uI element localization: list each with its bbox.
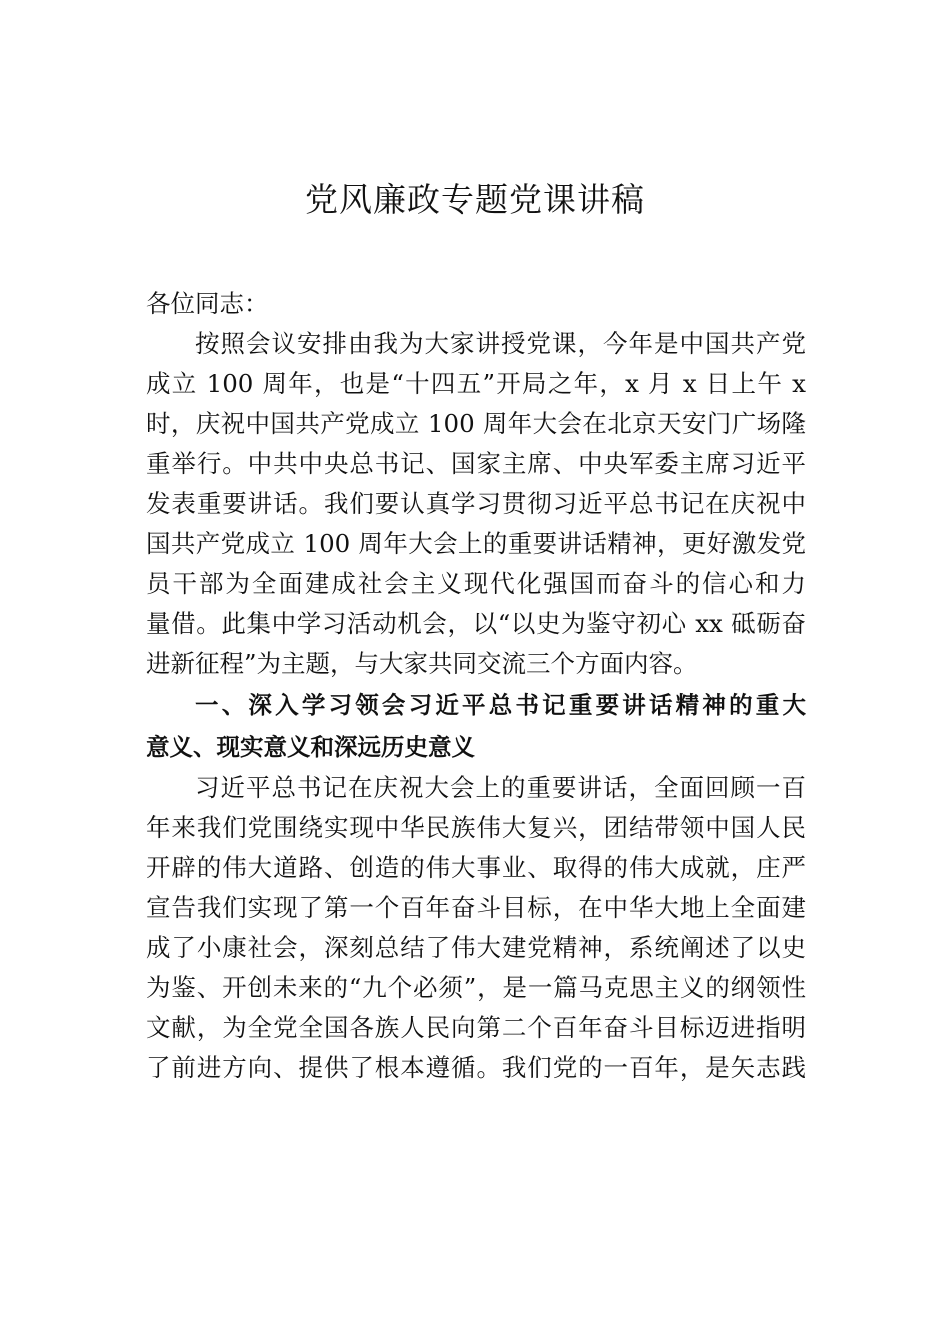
paragraph-line: 年来我们党围绕实现中华民族伟大复兴，团结带领中国人民 bbox=[146, 813, 806, 842]
paragraph-line: 成立 100 周年，也是“十四五”开局之年，x 月 x 日上午 x bbox=[146, 369, 806, 398]
paragraph-line: 国共产党成立 100 周年大会上的重要讲话精神，更好激发党 bbox=[146, 529, 806, 558]
heading-line: 意义、现实意义和深远历史意义 bbox=[146, 733, 475, 761]
paragraph-line: 宣告我们实现了第一个百年奋斗目标，在中华大地上全面建 bbox=[146, 893, 806, 922]
paragraph-line: 重举行。中共中央总书记、国家主席、中央军委主席习近平 bbox=[146, 449, 806, 478]
paragraph-line: 发表重要讲话。我们要认真学习贯彻习近平总书记在庆祝中 bbox=[146, 489, 806, 518]
paragraph-line: 文献，为全党全国各族人民向第二个百年奋斗目标迈进指明 bbox=[146, 1013, 806, 1042]
paragraph-line: 员干部为全面建成社会主义现代化强国而奋斗的信心和力 bbox=[146, 569, 806, 598]
paragraph-line: 量借。此集中学习活动机会，以“以史为鉴守初心 xx 砥砺奋 bbox=[146, 609, 806, 638]
paragraph-line: 为鉴、开创未来的“九个必须”，是一篇马克思主义的纲领性 bbox=[146, 973, 806, 1002]
section-heading-1 bbox=[146, 684, 806, 768]
document-title: 党风廉政专题党课讲稿 bbox=[305, 180, 645, 219]
paragraph-line: 时，庆祝中国共产党成立 100 周年大会在北京天安门广场隆 bbox=[146, 409, 806, 438]
paragraph-intro bbox=[146, 324, 806, 684]
paragraph-line: 了前进方向、提供了根本遵循。我们党的一百年，是矢志践 bbox=[146, 1053, 806, 1082]
paragraph-line: 按照会议安排由我为大家讲授党课，今年是中国共产党 bbox=[195, 329, 806, 358]
salutation: 各位同志： bbox=[146, 289, 269, 318]
heading-line: 一、深入学习领会习近平总书记重要讲话精神的重大 bbox=[195, 691, 806, 719]
paragraph-line: 开辟的伟大道路、创造的伟大事业、取得的伟大成就，庄严 bbox=[146, 853, 806, 882]
paragraph-line: 习近平总书记在庆祝大会上的重要讲话，全面回顾一百 bbox=[195, 773, 806, 802]
document-body bbox=[146, 284, 806, 1088]
paragraph-section-1 bbox=[146, 768, 806, 1088]
paragraph-line: 进新征程”为主题，与大家共同交流三个方面内容。 bbox=[146, 649, 698, 678]
paragraph-line: 成了小康社会，深刻总结了伟大建党精神，系统阐述了以史 bbox=[146, 933, 806, 962]
